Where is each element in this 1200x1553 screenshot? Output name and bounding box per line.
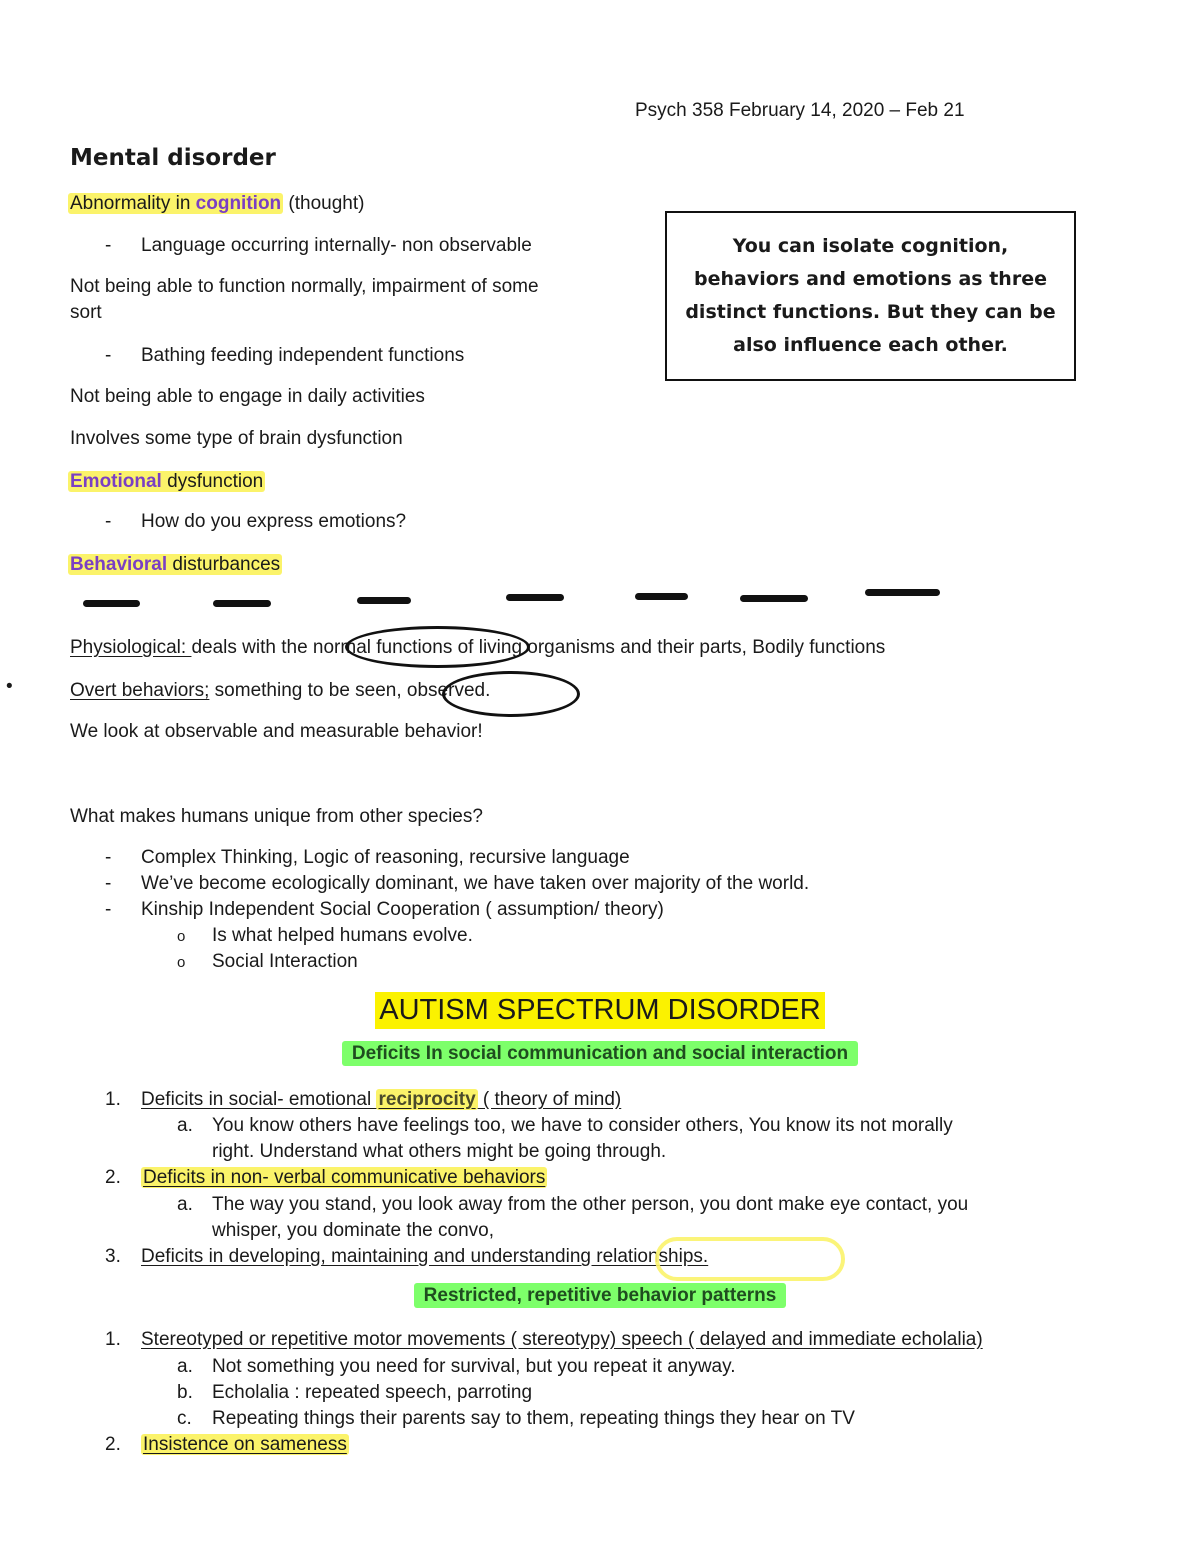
course-header: Psych 358 February 14, 2020 – Feb 21 <box>635 100 965 121</box>
stereotyped-item: Stereotyped or repetitive motor movements ( stereotypy) speech ( delayed and immediate echolalia) <box>141 1329 983 1350</box>
callout-text: You can isolate cognition, behaviors and emotions as three distinct functions. But they can be also influence each other. <box>685 235 1056 356</box>
stereotyped-sub: Not something you need for survival, but you repeat it anyway. <box>212 1356 736 1377</box>
sub-label: a. <box>177 1115 193 1136</box>
bullet-dash: - <box>105 899 112 920</box>
page-title: Mental disorder <box>70 145 276 171</box>
list-number: 1. <box>105 1089 121 1110</box>
unique-question: What makes humans unique from other species? <box>70 806 483 827</box>
list-number: 1. <box>105 1329 121 1350</box>
callout-box <box>665 211 1076 381</box>
reciprocity-item: Deficits in social- emotional reciprocity ( theory of mind) <box>141 1089 622 1110</box>
section2-title: Restricted, repetitive behavior patterns <box>414 1283 787 1308</box>
sub-label: a. <box>177 1356 193 1377</box>
kinship-sub-item: Is what helped humans evolve. <box>212 925 473 946</box>
list-number: 3. <box>105 1246 121 1267</box>
cognition-keyword: cognition <box>195 193 282 214</box>
stereotyped-sub: Echolalia : repeated speech, parroting <box>212 1382 533 1403</box>
sub-bullet: o <box>177 928 186 945</box>
sameness-item: Insistence on sameness <box>143 1434 347 1455</box>
overt-label: Overt behaviors; <box>70 680 210 701</box>
bathing-item: Bathing feeding independent functions <box>141 345 465 366</box>
brain-dysfunction-line: Involves some type of brain dysfunction <box>70 428 403 449</box>
emotional-line <box>68 470 265 494</box>
unique-item: We’ve become ecologically dominant, we have taken over majority of the world. <box>141 873 810 894</box>
annotation-circle <box>442 671 580 717</box>
stand-line-1: The way you stand, you look away from the other person, you dont make eye contact, you <box>212 1194 969 1215</box>
feelings-line-2: right. Understand what others might be going through. <box>212 1141 667 1162</box>
asd-title: AUTISM SPECTRUM DISORDER <box>375 992 824 1029</box>
physiological-label: Physiological: <box>70 637 192 658</box>
impairment-line-1: Not being able to function normally, impairment of some <box>70 276 539 297</box>
behavioral-highlight: Behavioral disturbances <box>70 554 281 575</box>
sub-label: a. <box>177 1194 193 1215</box>
bullet-dash: - <box>105 847 112 868</box>
feelings-line-1: You know others have feelings too, we have to consider others, You know its not morally <box>212 1115 953 1136</box>
language-item: Language occurring internally- non observable <box>141 235 532 256</box>
reciprocity-keyword: reciprocity <box>378 1089 476 1110</box>
express-item: How do you express emotions? <box>141 511 407 532</box>
unique-item: Complex Thinking, Logic of reasoning, recursive language <box>141 847 630 868</box>
bullet-dash: - <box>105 235 112 256</box>
relationships-item: Deficits in developing, maintaining and understanding relationships. <box>141 1246 709 1267</box>
sub-label: b. <box>177 1382 193 1403</box>
bullet-dash: - <box>105 511 112 532</box>
unique-item: Kinship Independent Social Cooperation ( assumption/ theory) <box>141 899 664 920</box>
emotional-highlight: Emotional dysfunction <box>70 471 264 492</box>
list-number: 2. <box>105 1434 121 1455</box>
bullet-dash: - <box>105 345 112 366</box>
abnormality-highlight: Abnormality in cognition <box>70 193 282 214</box>
sub-bullet: o <box>177 954 186 971</box>
dot-mark: • <box>6 676 13 697</box>
stereotyped-sub: Repeating things their parents say to them, repeating things they hear on TV <box>212 1408 855 1429</box>
observable-line: We look at observable and measurable behavior! <box>70 721 483 742</box>
abnormality-line: Abnormality in cognition (thought) <box>70 193 365 214</box>
bullet-dash: - <box>105 873 112 894</box>
stand-line-2: whisper, you dominate the convo, <box>212 1220 495 1241</box>
impairment-line-2: sort <box>70 302 102 323</box>
sub-label: c. <box>177 1408 192 1429</box>
asd-title-row <box>0 992 1200 1029</box>
annotation-circle <box>345 626 530 668</box>
section1-title: Deficits In social communication and social interaction <box>342 1041 858 1066</box>
nonverbal-item: Deficits in non- verbal communicative behaviors <box>143 1167 546 1188</box>
behavioral-line <box>68 553 282 577</box>
physiological-line: Physiological: deals with the normal functions of living organisms and their parts, Bodily functions <box>70 637 886 658</box>
kinship-sub-item: Social Interaction <box>212 951 358 972</box>
list-number: 2. <box>105 1167 121 1188</box>
overt-line: Overt behaviors; something to be seen, observed. <box>70 680 491 701</box>
section1-title-row <box>0 1043 1200 1065</box>
section2-title-row <box>0 1285 1200 1307</box>
relationships-highlight <box>655 1237 845 1281</box>
daily-activities-line: Not being able to engage in daily activities <box>70 386 425 407</box>
